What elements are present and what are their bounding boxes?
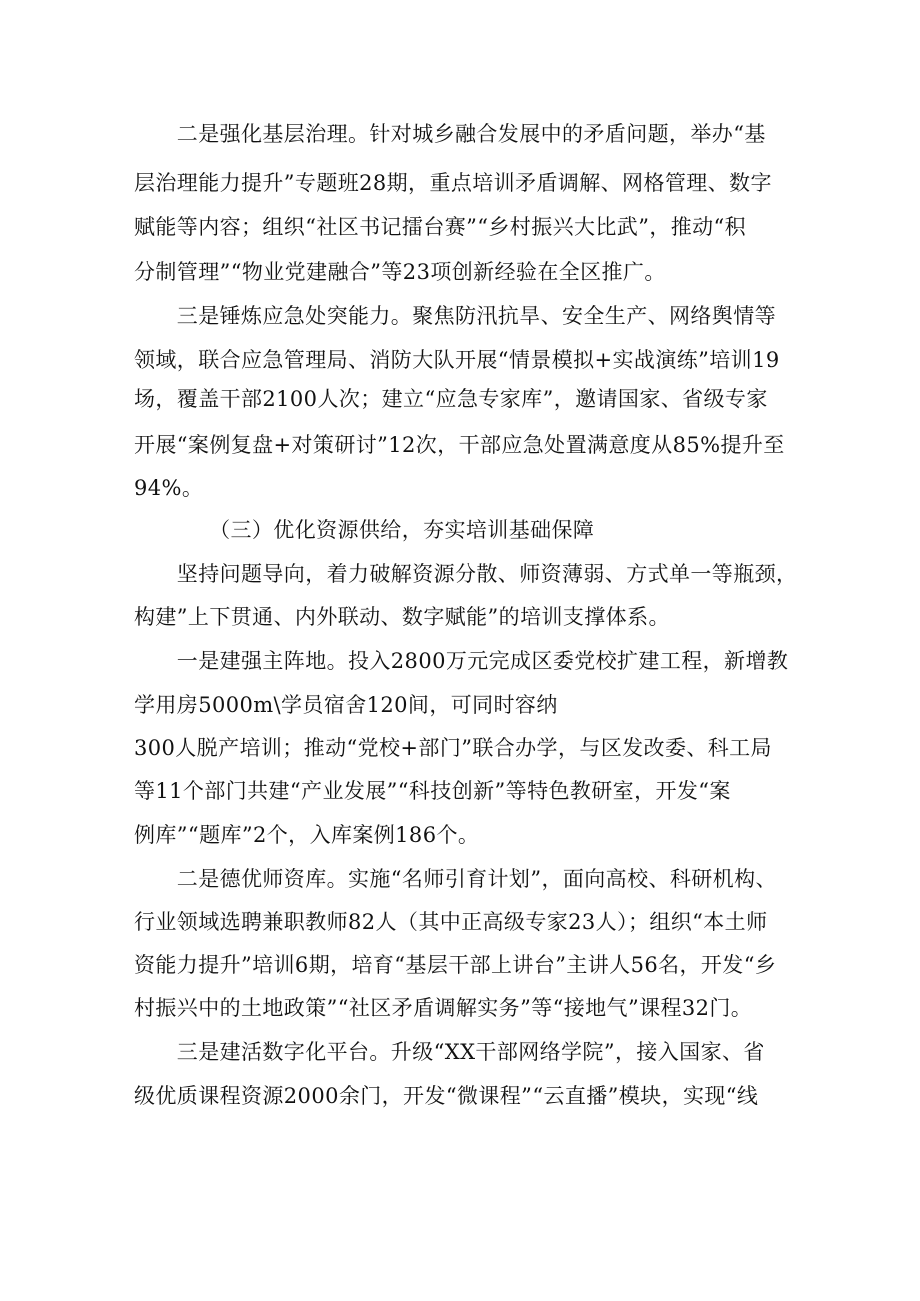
section-heading: （三）优化资源供给，夯实培训基础保障 — [134, 518, 595, 542]
paragraph-line: 分制管理”“物业党建融合”等23项创新经验在全区推广。 — [134, 260, 666, 284]
paragraph-line: 一是建强主阵地。投入2800万元完成区委党校扩建工程，新增教 — [134, 649, 789, 673]
paragraph-line: 学用房5000m\学员宿舍120间，可同时容纳 — [134, 693, 558, 717]
paragraph-line: 二是德优师资库。实施“名师引育计划”，面向高校、科研机构、 — [134, 867, 777, 891]
paragraph-line: 三是锤炼应急处突能力。聚焦防汛抗旱、安全生产、网络舆情等 — [134, 304, 776, 328]
paragraph-line: 层治理能力提升”专题班28期，重点培训矛盾调解、网格管理、数字 — [134, 171, 772, 195]
paragraph-line: 开展“案例复盘+对策研讨”12次，干部应急处置满意度从85%提升至 — [134, 433, 785, 457]
paragraph-line: 行业领域选聘兼职教师82人（其中正高级专家23人）；组织“本土师 — [134, 910, 768, 934]
paragraph-line: 级优质课程资源2000余门，开发“微课程”“云直播”模块，实现“线 — [134, 1084, 759, 1108]
paragraph-line: 等11个部门共建“产业发展”“科技创新”等特色教研室，开发“案 — [134, 779, 731, 803]
paragraph-line: 300人脱产培训；推动“党校+部门”联合办学，与区发改委、科工局 — [134, 736, 772, 760]
paragraph-line: 例库”“题库”2个，入库案例186个。 — [134, 823, 480, 847]
paragraph-line: 赋能等内容；组织“社区书记擂台赛”“乡村振兴大比武”，推动“积 — [134, 215, 747, 239]
paragraph-line: 村振兴中的土地政策”“社区矛盾调解实务”等“接地气”课程32门。 — [134, 996, 753, 1020]
paragraph-line: 坚持问题导向，着力破解资源分散、师资薄弱、方式单一等瓶颈， — [134, 562, 798, 586]
paragraph-line: 场，覆盖干部2100人次；建立“应急专家库”，邀请国家、省级专家 — [134, 387, 768, 411]
paragraph-line: 二是强化基层治理。针对城乡融合发展中的矛盾问题，举办“基 — [134, 122, 766, 146]
paragraph-line: 资能力提升”培训6期，培育“基层干部上讲台”主讲人56名，开发“乡 — [134, 953, 777, 977]
paragraph-line: 领域，联合应急管理局、消防大队开展“情景模拟+实战演练”培训19 — [134, 348, 780, 372]
paragraph-line: 94%。 — [134, 476, 204, 500]
paragraph-line: 构建”上下贯通、内外联动、数字赋能”的培训支撑体系。 — [134, 605, 670, 629]
paragraph-line: 三是建活数字化平台。升级“XX干部网络学院”，接入国家、省 — [134, 1040, 765, 1064]
